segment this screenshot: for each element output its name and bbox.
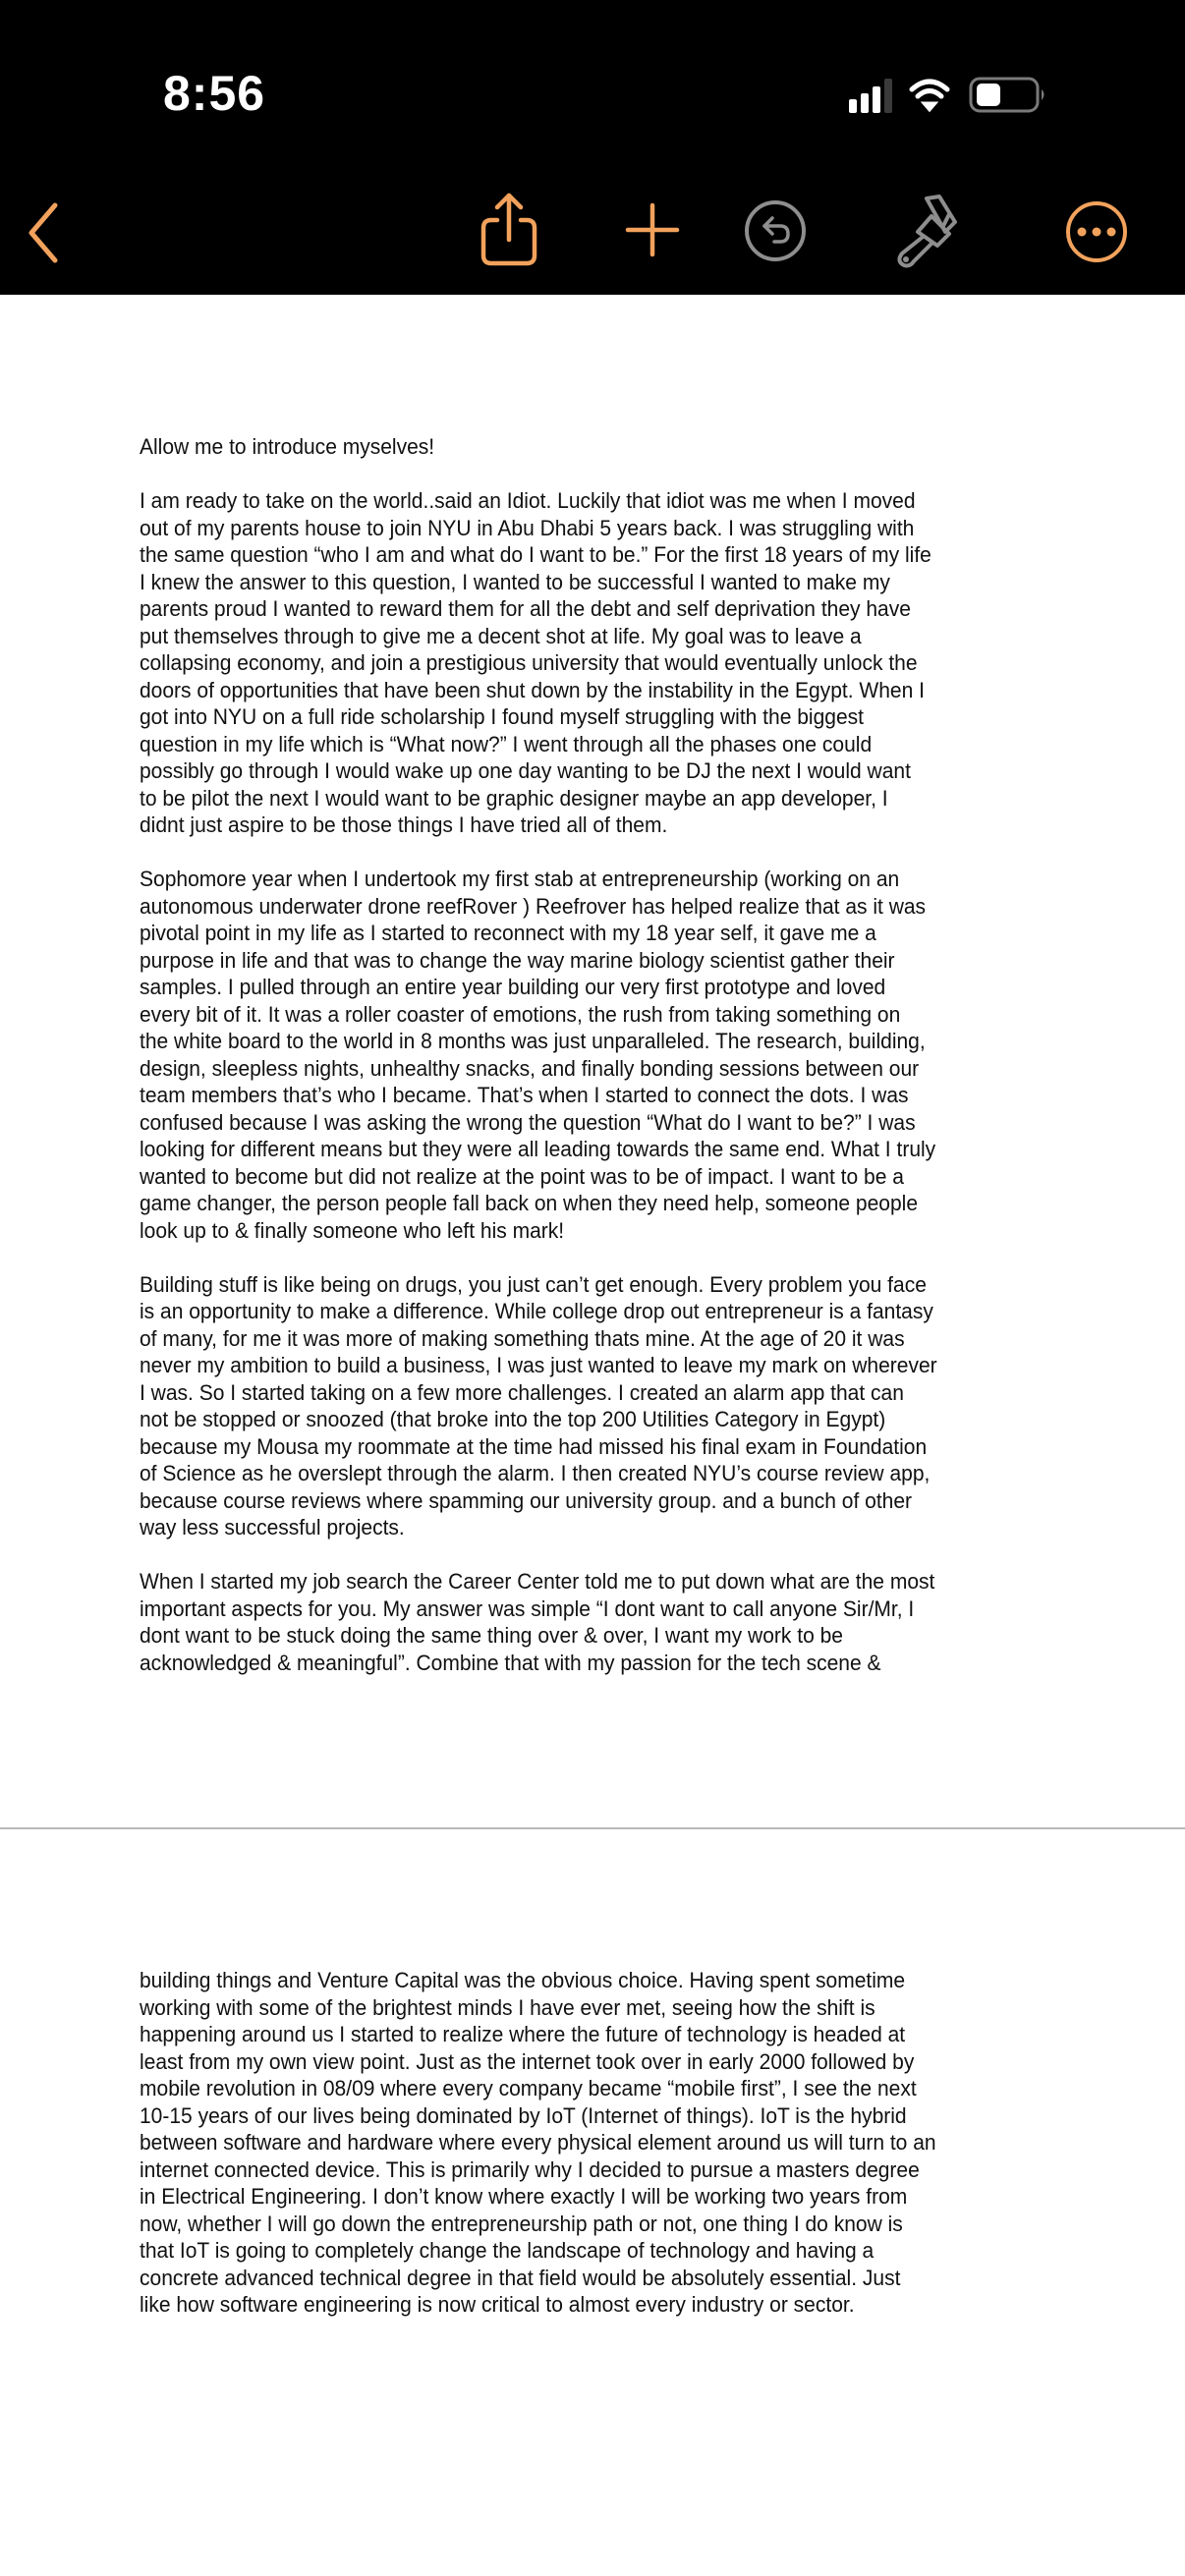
paragraph: When I started my job search the Career Center told me to put down what are the most important aspects for you. My answer was simple “I dont want to call anyone Sir/Mr, I dont want to be stuck doing the same thing over & over, I want my work to be acknowledged & meaningful”. Combine that with my passion for the tech scene & <box>140 1569 935 1675</box>
ellipsis-circle-icon[interactable] <box>1065 200 1128 263</box>
top-bar <box>0 0 1185 295</box>
paragraph-intro-heading: Allow me to introduce myselves! <box>140 434 435 459</box>
cellular-signal-icon <box>849 79 892 113</box>
paragraph: Sophomore year when I undertook my first stab at entrepreneurship (working on an autonomous underwater drone reefRover ) Reefrover has helped realize that as it was pivotal point in my life as I started to reconnect with my 18 year self, it gave me a purpose in life and that was to change the way marine biology scientist gather their samples. I pulled through an entire year building our very first prototype and loved every bit of it. It was a roller coaster of emotions, the rush from taking something on the white board to the world in 8 months was just unparalleled. The research, building, design, sleepless nights, unhealthy snacks, and finally bonding sessions between our team members that’s who I became. That’s when I started to connect the dots. I was confused because I was asking the wrong the question “What do I want to be?” I was looking for different means but they were all leading towards the same end. What I truly wanted to become but did not realize at the point was to be of impact. I want to be a game changer, the person people fall back on when they need help, someone people look up to & finally someone who left his mark! <box>140 867 936 1243</box>
page-1-body[interactable] <box>140 433 989 1676</box>
document-page-1[interactable] <box>0 295 1185 1827</box>
document-page-2[interactable] <box>0 1829 1185 2576</box>
paragraph: building things and Venture Capital was the obvious choice. Having spent sometime working with some of the brightest minds I have ever met, seeing how the shift is happening around us I started to realize where the future of technology is headed at least from my own view point. Just as the internet took over in early 2000 followed by mobile revolution in 08/09 where every company became “mobile first”, I see the next 10-15 years of our lives being dominated by IoT (Internet of things). IoT is the hybrid between software and hardware where every physical element around us will turn to an internet connected device. This is primarily why I decided to pursue a masters degree in Electrical Engineering. I don’t know where exactly I will be working two years from now, whether I will go down the entrepreneurship path or not, one thing I do know is that IoT is going to completely change the landscape of technology and having a concrete advanced technical degree in that field would be absolutely essential. Just like how software engineering is now critical to almost every industry or sector. <box>140 1968 936 2317</box>
paragraph: Building stuff is like being on drugs, you just can’t get enough. Every problem you face is an opportunity to make a difference. While college drop out entrepreneur is a fantasy of many, for me it was more of making something thats mine. At the age of 20 it was never my ambition to build a business, I was just wanted to leave my mark on wherever I was. So I started taking on a few more challenges. I created an alarm app that can not be stopped or snoozed (that broke into the top 200 Utilities Category in Egypt) because my Mousa my roommate at the time had missed his final exam in Foundation of Science as he overslept through the alarm. I then created NYU’s course review app, because course reviews where spamming our university group. and a bunch of other way less successful projects. <box>140 1271 937 1540</box>
battery-icon <box>971 79 1044 111</box>
share-icon[interactable] <box>476 191 544 267</box>
undo-icon[interactable] <box>743 198 808 263</box>
status-time: 8:56 <box>163 66 266 121</box>
paintbrush-icon[interactable] <box>892 193 963 271</box>
page-2-body[interactable] <box>140 1967 989 2319</box>
plus-icon[interactable] <box>625 202 680 257</box>
status-icons <box>845 74 1081 123</box>
wifi-icon <box>912 82 947 110</box>
paragraph: I am ready to take on the world..said an Idiot. Luckily that idiot was me when I moved out of my parents house to join NYU in Abu Dhabi 5 years back. I was struggling with the same question “who I am and what do I want to be.” For the first 18 years of my life I knew the answer to this question, I wanted to be successful I wanted to make my parents proud I wanted to reward them for all the debt and self deprivation they have put themselves through to give me a decent shot at life. My goal was to leave a collapsing economy, and join a prestigious university that would eventually unlock the doors of opportunities that have been shut down by the instability in the Egypt. When I got into NYU on a full ride scholarship I found myself struggling with the biggest question in my life which is “What now?” I went through all the phases one could possibly go through I would wake up one day wanting to be DJ the next I would want to be pilot the next I would want to be graphic designer maybe an app developer, I didnt just aspire to be those things I have tried all of them. <box>140 488 931 837</box>
chevron-left-icon[interactable] <box>22 201 65 264</box>
